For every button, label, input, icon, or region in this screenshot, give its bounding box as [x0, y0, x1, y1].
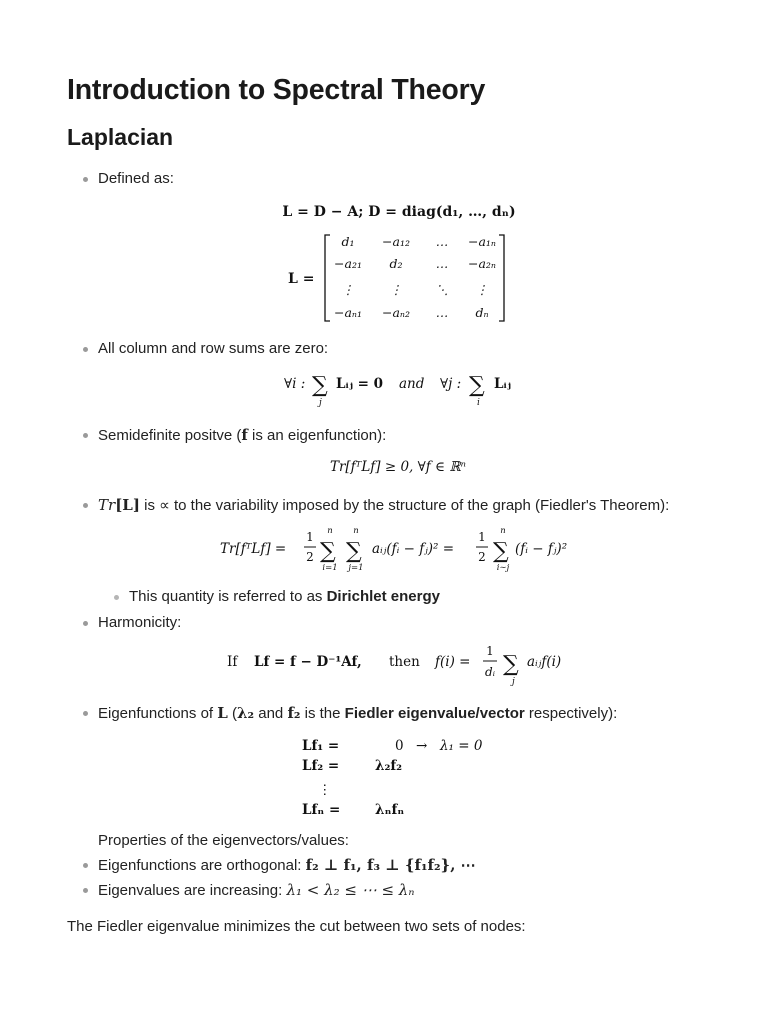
list-item-semidefinite	[98, 426, 386, 445]
list-item-eigenfunctions	[98, 704, 617, 723]
laplacian-definition-equation	[0, 198, 768, 224]
eig-bold: Fiedler eigenvalue/vector	[344, 705, 525, 722]
eig-is: is the	[300, 705, 345, 722]
bullet-dot	[83, 711, 88, 716]
eigen-equations	[0, 732, 768, 822]
if-word: If	[227, 654, 238, 670]
cell-2-3: ⋮	[475, 282, 489, 297]
harmonic-den: dᵢ	[484, 665, 496, 679]
eigen-vdots: ⋮	[318, 782, 332, 798]
cell-1-3: −a₂ₙ	[467, 256, 497, 271]
dirichlet-lhs: Tr[fᵀLf] =	[220, 541, 287, 557]
cell-2-1: ⋮	[389, 282, 403, 297]
sum-term-1: Lᵢⱼ = 0	[336, 376, 384, 392]
eig-f2: f₂	[287, 704, 301, 722]
half-den: 2	[306, 550, 314, 564]
tr-symbol: Tr	[98, 496, 116, 514]
harmonic-sum-sub: j	[512, 677, 515, 687]
sum-symbol-1: ∑	[312, 373, 328, 398]
eigen-lhs-n: Lfₙ =	[302, 802, 341, 818]
cell-0-3: −a₁ₙ	[467, 234, 497, 249]
bullet-dot	[83, 621, 88, 626]
sum-symbol-2: ∑	[469, 373, 485, 398]
list-item-increasing	[98, 881, 414, 900]
bullet-dot	[83, 863, 88, 868]
eigen-lhs-2: Lf₂ =	[302, 758, 340, 774]
dirichlet-bold: Dirichlet energy	[326, 588, 440, 605]
list-item-dirichlet	[129, 588, 440, 606]
eig-prefix: Eigenfunctions of	[98, 705, 218, 722]
psd-suffix: is an eigenfunction):	[247, 427, 387, 444]
eigen-rhs-1: 0	[395, 738, 404, 754]
sum1-bot: i=1	[322, 563, 338, 573]
definition-text: L = D − A; D = diag(d₁, …, dₙ)	[282, 204, 516, 220]
sum2-top: n	[353, 526, 359, 536]
right-bracket	[499, 235, 504, 321]
harmonic-eq: Lf = f − D⁻¹Af,	[254, 654, 362, 670]
psd-equation	[0, 454, 768, 478]
cell-1-2: …	[435, 256, 449, 271]
eig-mid: (	[227, 705, 237, 722]
dirichlet-equation	[0, 524, 768, 574]
harmonic-fi: f(i) =	[435, 654, 471, 670]
cell-1-0: −a₂₁	[334, 256, 362, 271]
bullet-dot	[83, 888, 88, 893]
orthogonal-math: f₂ ⊥ f₁, f₃ ⊥ {f₁f₂}, ⋯	[305, 856, 476, 874]
cell-3-0: −aₙ₁	[333, 305, 363, 320]
list-item-sums-zero	[98, 340, 328, 358]
cell-3-3: dₙ	[475, 305, 489, 320]
increasing-prefix: Eigenvalues are increasing:	[98, 882, 287, 899]
orthogonal-prefix: Eigenfunctions are orthogonal:	[98, 857, 306, 874]
page-title: Introduction to Spectral Theory	[67, 74, 486, 106]
cell-0-1: −a₁₂	[382, 234, 410, 249]
sums-zero-text: All column and row sums are zero:	[98, 340, 329, 357]
harmonic-num: 1	[486, 644, 494, 658]
bullet-dot	[83, 503, 88, 508]
sum-symbol-5: ∑	[493, 539, 509, 564]
eigen-rhs-2: λ₂f₂	[375, 758, 403, 774]
sum2-bot: j=1	[348, 563, 364, 573]
sum-sub-j: j	[319, 398, 322, 408]
sum1-top: n	[327, 526, 333, 536]
increasing-math: λ₁ < λ₂ ≤ ⋯ ≤ λₙ	[286, 881, 415, 899]
left-bracket	[325, 235, 330, 321]
and-word: and	[399, 376, 425, 392]
cell-3-2: …	[435, 305, 449, 320]
eigen-lhs-1: Lf₁ =	[302, 738, 340, 754]
laplacian-matrix-equation	[0, 228, 768, 328]
sum-symbol-3: ∑	[320, 539, 336, 564]
matrix-cells	[334, 234, 496, 320]
cell-3-1: −aₙ₂	[381, 305, 411, 320]
forall-j: ∀j :	[440, 376, 462, 392]
eigen-rhs-n: λₙfₙ	[375, 802, 405, 818]
eig-suffix: respectively):	[524, 705, 618, 722]
defined-as-text: Defined as:	[98, 170, 174, 187]
list-item-defined-as	[98, 170, 174, 188]
cell-0-2: …	[435, 234, 449, 249]
eig-L: L	[217, 704, 228, 722]
sum3-top: n	[500, 526, 506, 536]
list-item-harmonicity	[98, 614, 181, 632]
dirichlet-term1: aᵢⱼ(fᵢ − fⱼ)² =	[372, 541, 455, 557]
row-sums-equation	[0, 364, 768, 408]
bullet-dot	[83, 177, 88, 182]
dirichlet-prefix: This quantity is referred to as	[129, 588, 327, 605]
eig-and: and	[254, 705, 288, 722]
eigen-arrow-1: →	[416, 738, 428, 754]
tr-L: [L]	[115, 496, 140, 514]
cell-0-0: d₁	[341, 234, 355, 249]
eigen-result-1: λ₁ = 0	[440, 738, 483, 754]
tr-suffix: is ∝ to the variability imposed by the structure of the graph (Fiedler's Theorem):	[139, 497, 670, 514]
psd-f: f	[241, 426, 248, 444]
then-word: then	[389, 654, 420, 670]
cell-2-0: ⋮	[341, 282, 355, 297]
properties-heading: Properties of the eigenvectors/values:	[98, 832, 349, 849]
sum-symbol-6: ∑	[503, 652, 519, 677]
sum3-bot: i∼j	[496, 563, 510, 573]
half-den-2: 2	[478, 550, 486, 564]
bullet-dot	[114, 595, 119, 600]
bullet-dot	[83, 347, 88, 352]
psd-prefix: Semidefinite positve (	[98, 427, 242, 444]
harmonicity-text: Harmonicity:	[98, 614, 182, 631]
sum-term-2: Lᵢⱼ	[494, 376, 511, 392]
psd-math: Tr[fᵀLf] ≥ 0, ∀f ∈ ℝⁿ	[329, 459, 467, 475]
matrix-lhs: L =	[288, 271, 315, 287]
half-num: 1	[306, 530, 314, 544]
bullet-dot	[83, 433, 88, 438]
eig-lambda2: λ₂	[236, 704, 255, 722]
list-item-trace	[98, 496, 669, 515]
closing-paragraph: The Fiedler eigenvalue minimizes the cut between two sets of nodes:	[67, 918, 526, 935]
sum-symbol-4: ∑	[346, 539, 362, 564]
cell-1-1: d₂	[389, 256, 403, 271]
cell-2-2: ⋱	[435, 282, 449, 297]
forall-i: ∀i :	[284, 376, 306, 392]
half-num-2: 1	[478, 530, 486, 544]
sum-sub-i: i	[477, 398, 480, 408]
section-heading: Laplacian	[67, 124, 174, 150]
harmonicity-equation	[0, 640, 768, 688]
dirichlet-term2: (fᵢ − fⱼ)²	[515, 541, 568, 557]
list-item-orthogonal	[98, 856, 476, 875]
harmonic-term: aᵢⱼf(i)	[527, 654, 562, 670]
